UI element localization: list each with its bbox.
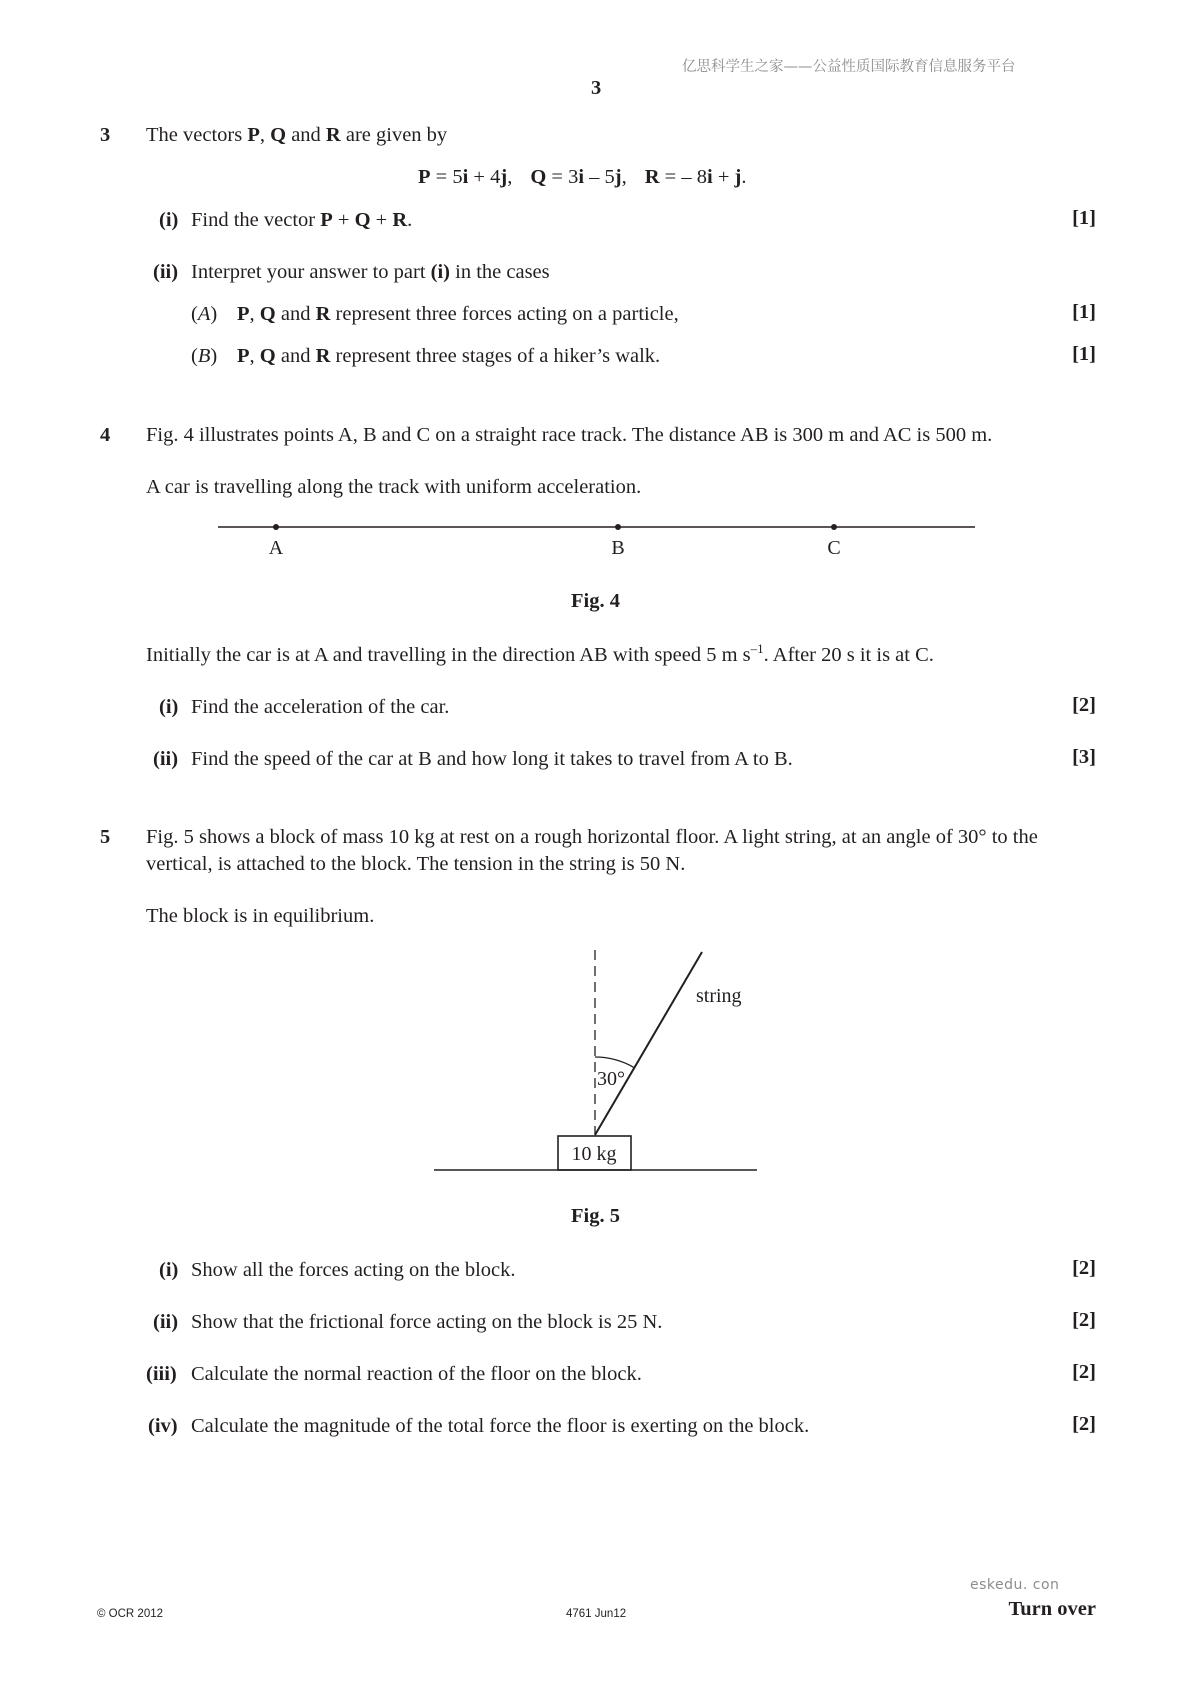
fig5-diagram — [430, 950, 760, 1180]
q3-case-a-text: P, Q and R represent three forces acting on a particle, — [237, 303, 679, 325]
q4-part-ii-label: (ii) — [153, 748, 179, 770]
point-a-marker — [273, 524, 279, 530]
q3-vector-equations: P = 5i + 4j, Q = 3i – 5j, R = – 8i + j. — [418, 166, 747, 188]
q3-part-i-text: Find the vector P + Q + R. — [191, 209, 413, 231]
q3-case-a-label: (A) — [191, 303, 218, 325]
q5-part-iv-label: (iv) — [148, 1415, 178, 1437]
footer-copyright: © OCR 2012 — [97, 1608, 164, 1620]
q5-part-i-label: (i) — [159, 1259, 179, 1281]
q5-part-iv-text: Calculate the magnitude of the total force the floor is exerting on the block. — [191, 1415, 810, 1437]
q3-case-b-marks: [1] — [1072, 343, 1096, 365]
angle-label: 30° — [597, 1068, 625, 1090]
q3-number: 3 — [100, 124, 111, 146]
angle-arc — [595, 1057, 634, 1068]
footer-watermark: eskedu. con — [970, 1577, 1060, 1593]
fig5-caption: Fig. 5 — [571, 1205, 620, 1227]
header-watermark: 亿思科学生之家——公益性质国际教育信息服务平台 — [682, 59, 1016, 75]
q5-intro-line1: Fig. 5 shows a block of mass 10 kg at rest on a rough horizontal floor. A light string, at an angle of 30° to the — [146, 826, 1038, 848]
point-b-marker — [615, 524, 621, 530]
q5-part-ii-text: Show that the frictional force acting on the block is 25 N. — [191, 1311, 663, 1333]
q5-part-iii-marks: [2] — [1072, 1361, 1096, 1383]
q3-case-a-marks: [1] — [1072, 301, 1096, 323]
string-line — [595, 952, 702, 1135]
page-number: 3 — [591, 77, 602, 99]
point-c-label: C — [827, 537, 841, 559]
string-label: string — [696, 985, 742, 1007]
q3-part-i-marks: [1] — [1072, 207, 1096, 229]
fig4-caption: Fig. 4 — [571, 590, 620, 612]
q5-line3: The block is in equilibrium. — [146, 905, 375, 927]
q4-part-ii-text: Find the speed of the car at B and how long it takes to travel from A to B. — [191, 748, 793, 770]
q4-intro: Fig. 4 illustrates points A, B and C on a straight race track. The distance AB is 300 m and AC is 500 m. — [146, 424, 993, 446]
q3-part-ii-label: (ii) — [153, 261, 179, 283]
q3-part-i-label: (i) — [159, 209, 179, 231]
mass-label: 10 kg — [571, 1143, 617, 1165]
footer-paper-code: 4761 Jun12 — [566, 1608, 627, 1620]
q3-case-b-label: (B) — [191, 345, 218, 367]
point-b-label: B — [611, 537, 625, 559]
point-c-marker — [831, 524, 837, 530]
q5-part-iii-text: Calculate the normal reaction of the floor on the block. — [191, 1363, 642, 1385]
q5-number: 5 — [100, 826, 111, 848]
q5-part-i-text: Show all the forces acting on the block. — [191, 1259, 516, 1281]
q3-part-ii-text: Interpret your answer to part (i) in the cases — [191, 261, 550, 283]
q5-intro-line2: vertical, is attached to the block. The tension in the string is 50 N. — [146, 853, 686, 875]
q3-intro: The vectors P, Q and R are given by — [146, 124, 448, 146]
q3-case-b-text: P, Q and R represent three stages of a hiker’s walk. — [237, 345, 661, 367]
q4-initial: Initially the car is at A and travelling in the direction AB with speed 5 m $s^{-1}$. After 20 s it is at C. — [146, 641, 934, 666]
q5-part-iv-marks: [2] — [1072, 1413, 1096, 1435]
q4-part-i-text: Find the acceleration of the car. — [191, 696, 450, 718]
q4-part-i-marks: [2] — [1072, 694, 1096, 716]
fig4-diagram — [210, 515, 990, 565]
q5-part-ii-marks: [2] — [1072, 1309, 1096, 1331]
point-a-label: A — [268, 537, 284, 559]
q5-part-ii-label: (ii) — [153, 1311, 179, 1333]
q5-part-iii-label: (iii) — [146, 1363, 177, 1385]
q4-part-i-label: (i) — [159, 696, 179, 718]
q4-part-ii-marks: [3] — [1072, 746, 1096, 768]
q4-line2: A car is travelling along the track with uniform acceleration. — [146, 476, 642, 498]
q4-number: 4 — [100, 424, 111, 446]
q5-part-i-marks: [2] — [1072, 1257, 1096, 1279]
footer-turn-over: Turn over — [1008, 1598, 1096, 1620]
